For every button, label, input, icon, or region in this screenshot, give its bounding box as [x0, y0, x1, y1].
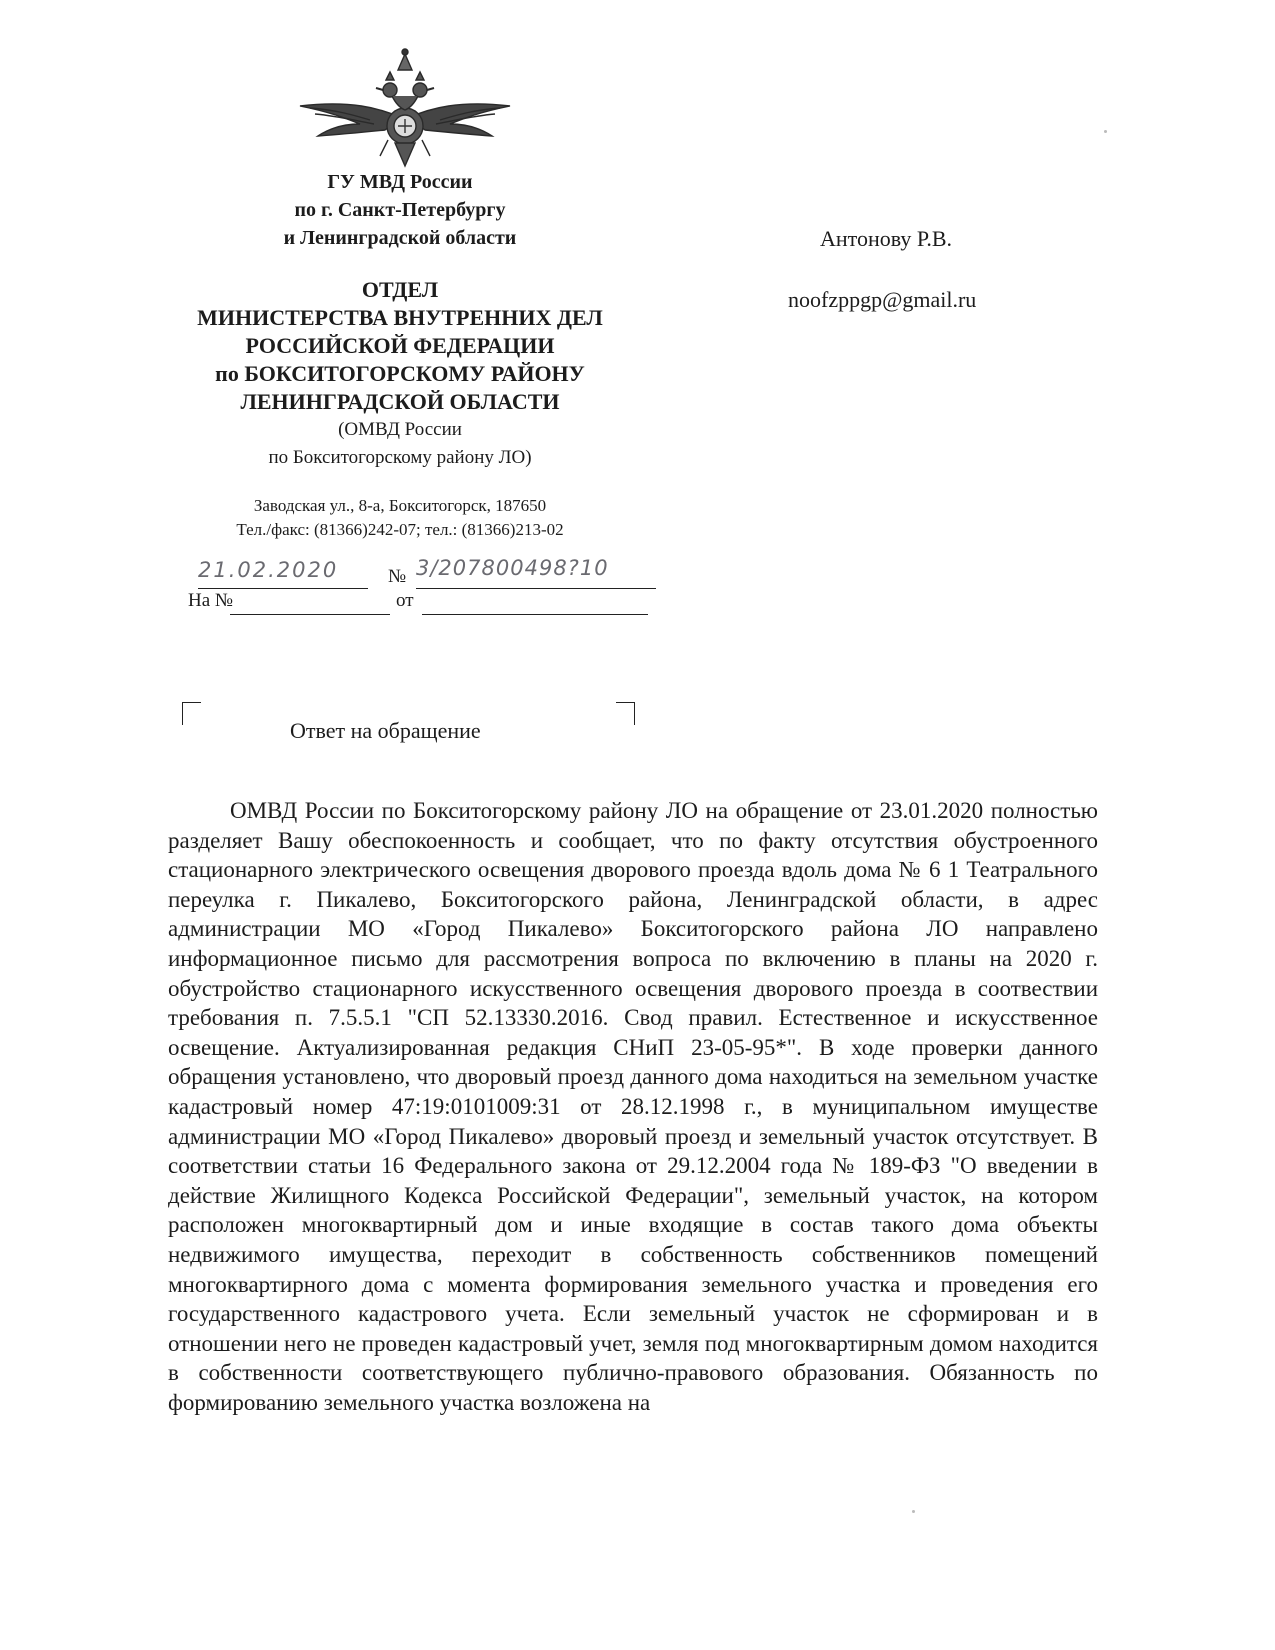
handwritten-number: 3/207800498?10 [416, 556, 656, 589]
eagle-emblem-icon [290, 48, 520, 168]
department-line5: ЛЕНИНГРАДСКОЙ ОБЛАСТИ [240, 389, 560, 414]
letter-body: ОМВД России по Бокситогорскому району ЛО на обращение от 23.01.2020 полностью разделяет Вашу обеспокоенность и сообщает, что по факту отсутствия обустроенного стационарного электрического освещения дворового проезда вдоль дома № 6 1 Театрального переулка г. Пикалево, Бокситогорского района, Ленинградской области, в адрес администрации МО «Город Пикалево» Бокситогорского района ЛО направлено информационное письмо для рассмотрения вопроса по включению в планы на 2020 г. обустройство стационарного искусственного освещения дворового проезда в соотвествии требования п. 7.5.5.1 "СП 52.13330.2016. Свод правил. Естественное и искусственное освещение. Актуализированная редакция СНиП 23-05-95*". В ходе проверки данного обращения установлено, что дворовый проезд данного дома находиться на земельном участке кадастровый номер 47:19:0101009:31 от 28.12.1998 г., в муниципальном имуществе администрации МО «Город Пикалево» дворовый проезд и земельный участок отсутствует. В соответствии статьи 16 Федерального закона от 29.12.2004 года № 189-ФЗ "О введении в действие Жилищного Кодекса Российской Федерации", земельный участок, на котором расположен многоквартирный дом и иные входящие в состав такого дома объекты недвижимого имущества, переходит в собственность собственников помещений многоквартирного дома с момента формирования земельного участка и проведения его государственного кадастрового учета. Если земельный участок не сформирован и в отношении него не проведен кадастровый учет, земля под многоквартирным домом находится в собственности соответствующего публично-правового образования. Обязанность по формированию земельного участка возложена на [168, 798, 1098, 1415]
department-block [150, 276, 650, 472]
org-name-line2: по г. Санкт-Петербургу [294, 199, 506, 221]
org-parent-block [150, 168, 650, 252]
reply-to-blank [230, 592, 390, 615]
postal-address: Заводская ул., 8-а, Бокситогорск, 187650 [253, 496, 547, 515]
department-line3: РОССИЙСКОЙ ФЕДЕРАЦИИ [245, 333, 555, 358]
phone-fax: Тел./факс: (81366)242-07; тел.: (81366)213-02 [236, 520, 564, 539]
from-label: от [396, 590, 414, 611]
scan-speck [912, 1510, 915, 1513]
department-short-line1: (ОМВД России [338, 419, 462, 440]
recipient-name: Антонову Р.В. [820, 226, 953, 251]
department-line2: МИНИСТЕРСТВА ВНУТРЕННИХ ДЕЛ [197, 305, 603, 330]
address-block [150, 494, 650, 542]
incoming-reference-line [188, 590, 648, 618]
org-name-line3: и Ленинградской области [283, 227, 517, 249]
from-blank [422, 592, 648, 615]
department-short-line2: по Бокситогорскому району ЛО) [268, 447, 532, 468]
department-line1: ОТДЕЛ [361, 277, 439, 302]
subject-line: Ответ на обращение [290, 718, 481, 743]
handwritten-date: 21.02.2020 [198, 558, 368, 589]
number-label: № [388, 566, 407, 587]
department-line4: по БОКСИТОГОРСКОМУ РАЙОНУ [215, 361, 585, 386]
subject-corner-left [182, 702, 201, 725]
subject-corner-right [616, 702, 635, 725]
scan-speck [1104, 130, 1107, 133]
org-name-line1: ГУ МВД России [327, 171, 473, 193]
recipient-email: noofzppgp@gmail.ru [788, 287, 977, 312]
reply-to-label: На № [188, 590, 234, 611]
